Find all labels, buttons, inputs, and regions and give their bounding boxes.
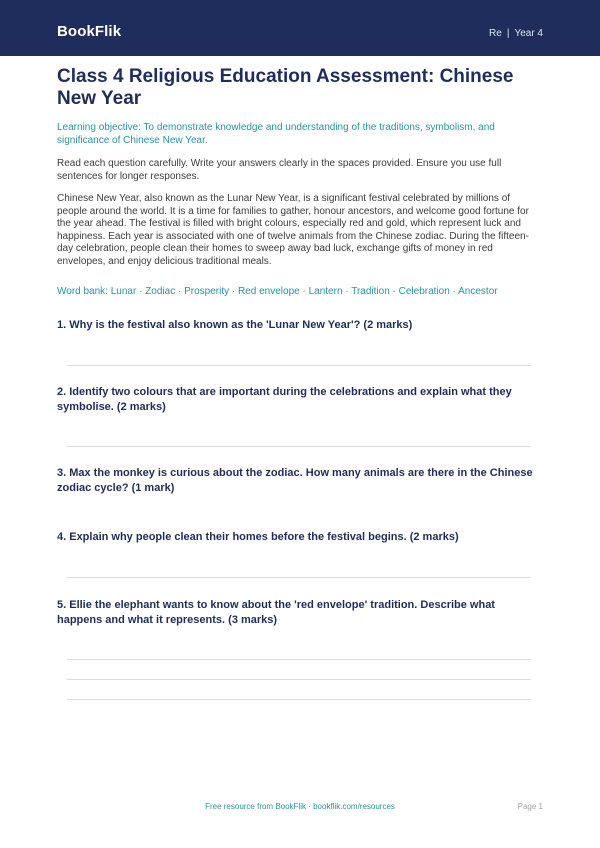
answer-line[interactable]	[67, 659, 531, 660]
page-number: Page 1	[517, 802, 543, 811]
header-bar	[0, 0, 600, 56]
brand-logo[interactable]: BookFlik	[57, 23, 122, 40]
instructions-text: Read each question carefully. Write your answers clearly in the spaces provided. Ensure you use full sentences for longer responses.	[57, 158, 502, 182]
learning-objective: Learning objective: To demonstrate knowledge and understanding of the traditions, symbolism, and significance of Chinese New Year.	[57, 122, 495, 146]
answer-line[interactable]	[67, 699, 531, 700]
reading-passage: Chinese New Year, also known as the Lunar New Year, is a significant festival celebrated by millions of people around the world. It is a time for families to gather, honour ancestors, and welcome good fortune for the year ahead. The festival is filled with bright colours, especially red and gold, which represent luck and happiness. Each year is associated with one of twelve animals from the Chinese zodiac. During the fifteen-day celebration, people clean their homes to sweep away bad luck, exchange gifts of money in red envelopes, and enjoy delicious traditional meals.	[57, 193, 529, 267]
answer-line[interactable]	[67, 446, 531, 447]
breadcrumb	[489, 28, 543, 39]
breadcrumb-year[interactable]: Year 4	[514, 28, 543, 39]
breadcrumb-subject[interactable]: Re	[489, 28, 502, 39]
word-bank: Word bank: Lunar · Zodiac · Prosperity · Red envelope · Lantern · Tradition · Celebration · Ancestor	[57, 286, 498, 297]
question-3: 3. Max the monkey is curious about the zodiac. How many animals are there in the Chinese zodiac cycle? (1 mark)	[57, 467, 533, 494]
question-1: 1. Why is the festival also known as the 'Lunar New Year'? (2 marks)	[57, 319, 413, 331]
answer-line[interactable]	[67, 577, 531, 578]
answer-line[interactable]	[67, 679, 531, 680]
question-2: 2. Identify two colours that are important during the celebrations and explain what they symbolise. (2 marks)	[57, 386, 512, 413]
page-title: Class 4 Religious Education Assessment: Chinese New Year	[57, 66, 514, 109]
answer-line[interactable]	[67, 365, 531, 366]
footer-text[interactable]: Free resource from BookFlik · bookflik.com/resources	[205, 802, 395, 811]
breadcrumb-separator: |	[506, 28, 510, 39]
question-4: 4. Explain why people clean their homes before the festival begins. (2 marks)	[57, 531, 459, 543]
question-5: 5. Ellie the elephant wants to know about the 'red envelope' tradition. Describe what happens and what it represents. (3 marks)	[57, 599, 495, 626]
